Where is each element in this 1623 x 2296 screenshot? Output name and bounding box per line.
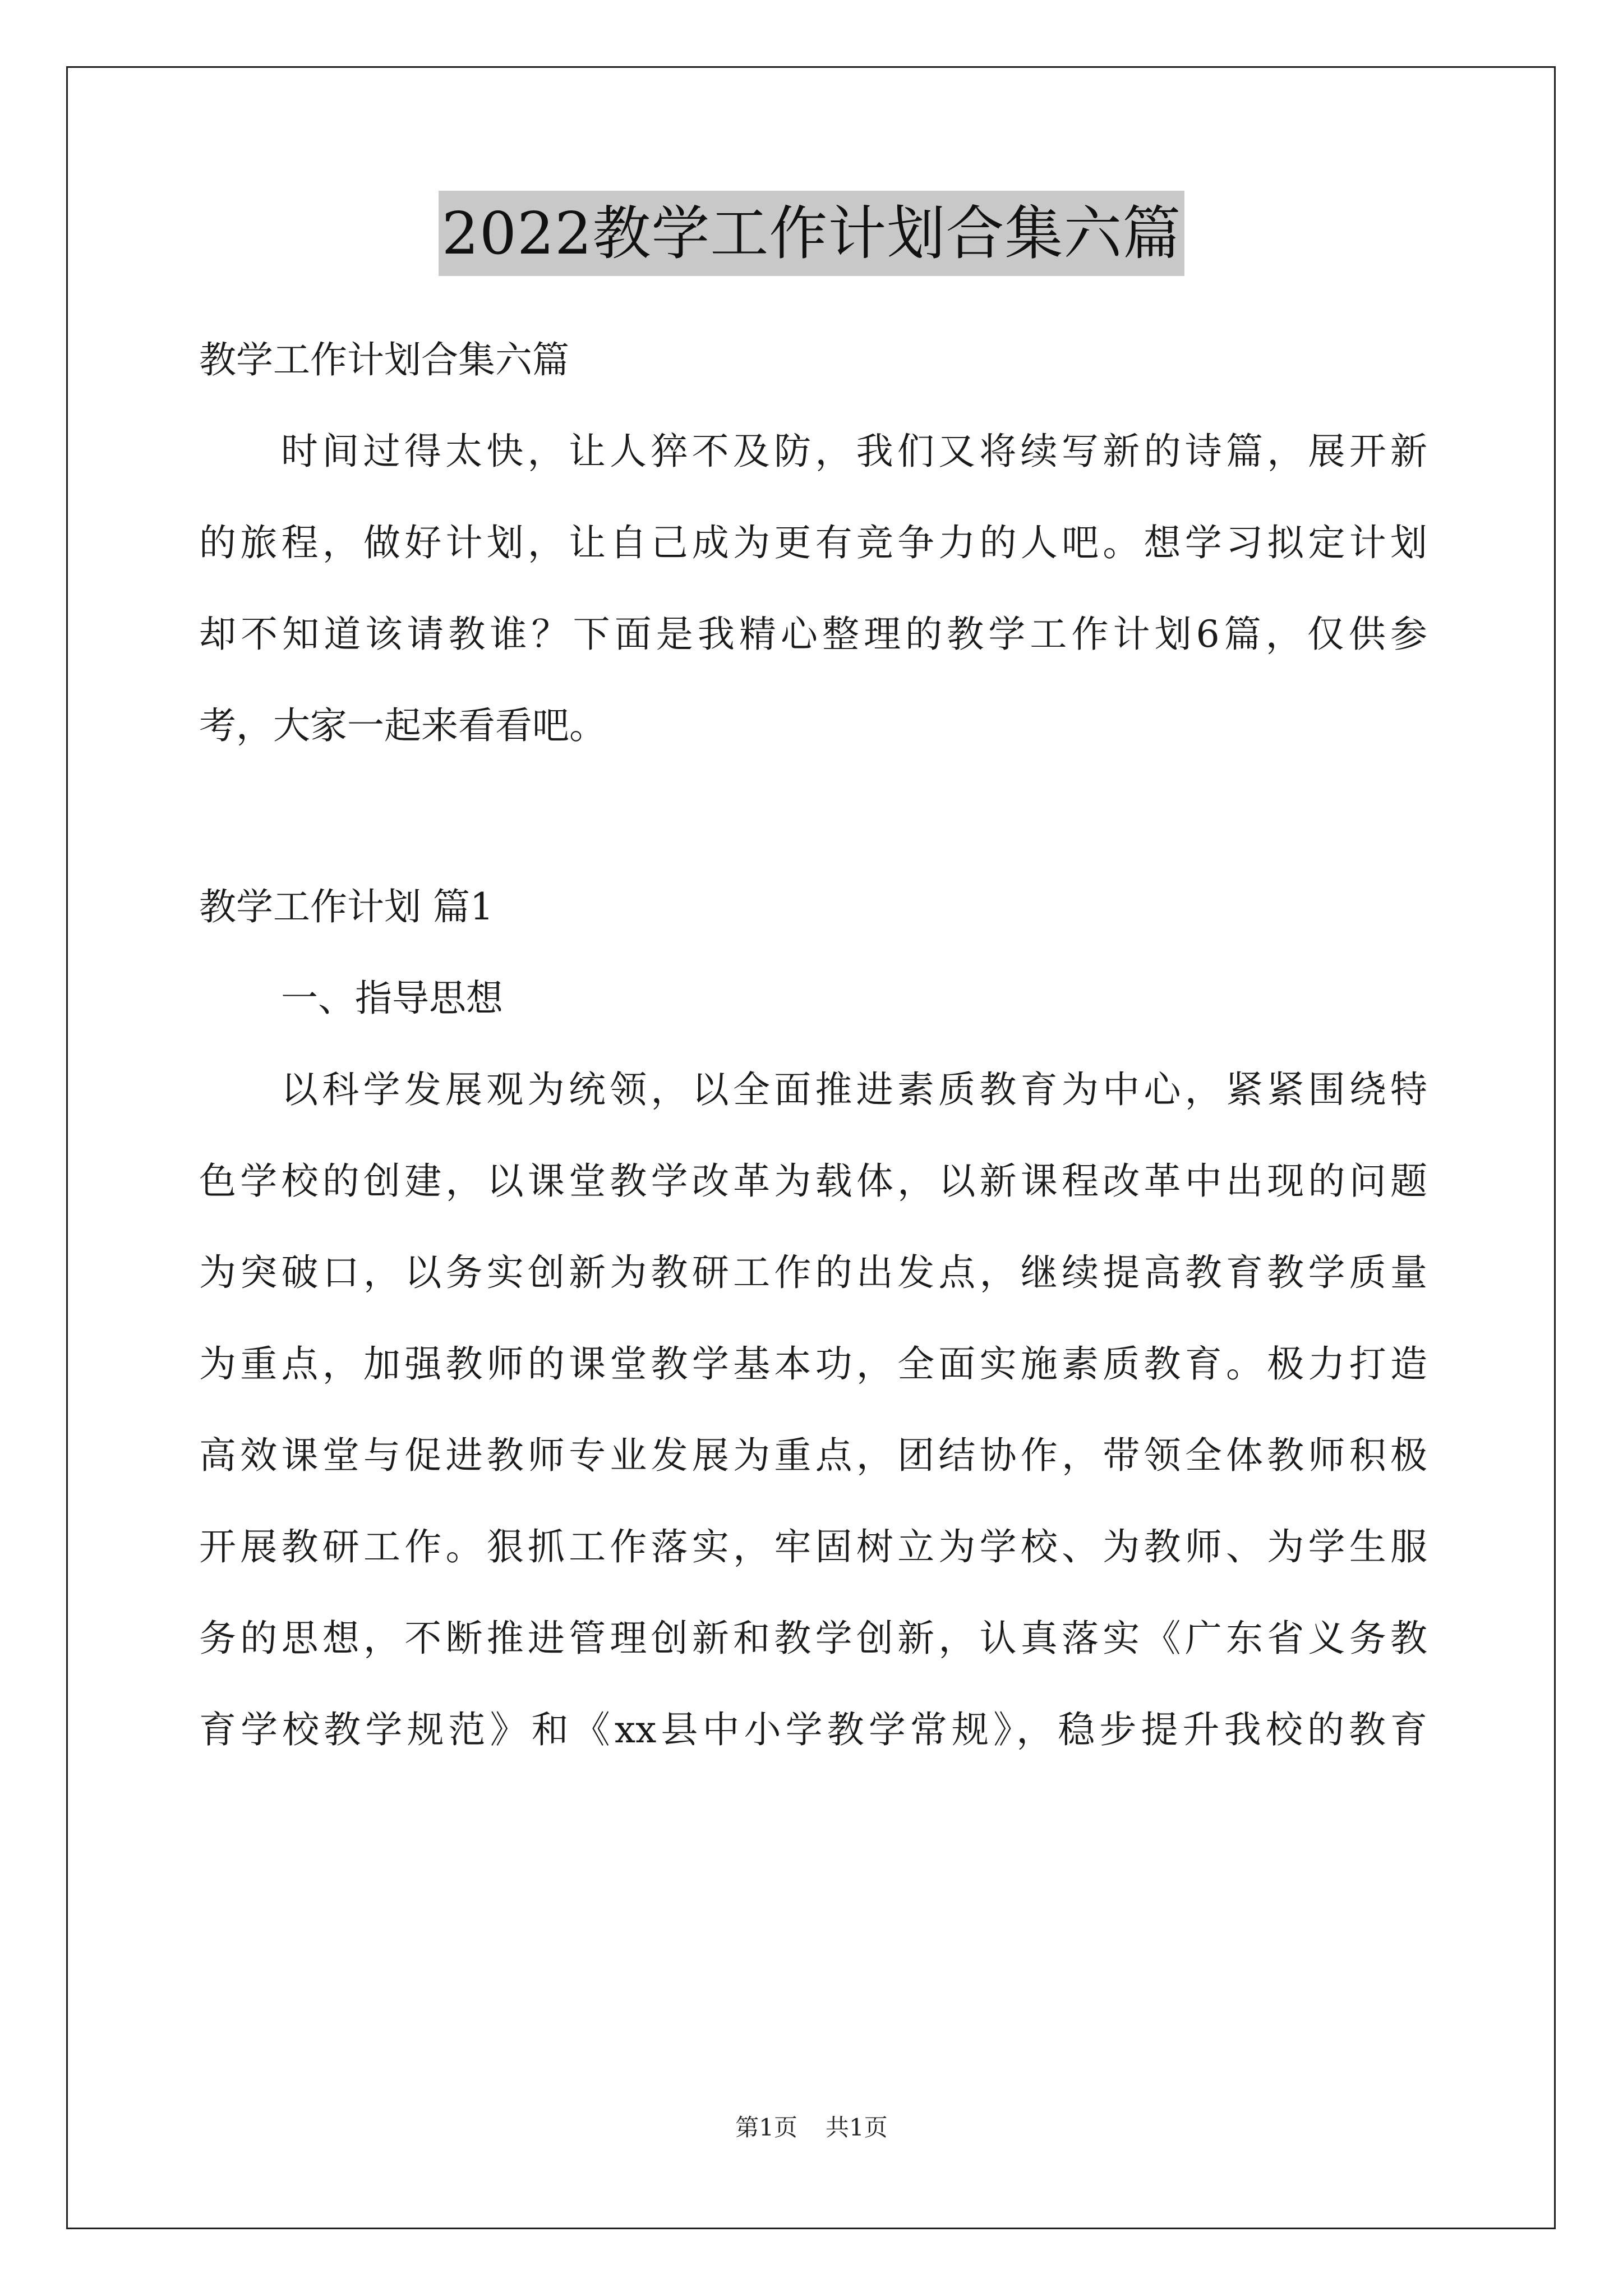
- document-subtitle: 教学工作计划合集六篇: [199, 338, 569, 381]
- intro-line: 却不知道该请教谁？下面是我精心整理的教学工作计划6篇，仅供参: [199, 613, 1427, 656]
- body-line: 为重点，加强教师的课堂教学基本功，全面实施素质教育。极力打造: [199, 1342, 1427, 1386]
- intro-line: 时间过得太快，让人猝不及防，我们又将续写新的诗篇，展开新: [281, 430, 1427, 473]
- body-line: 育学校教学规范》和《xx县中小学教学常规》，稳步提升我校的教育: [199, 1708, 1427, 1751]
- body-line: 务的思想，不断推进管理创新和教学创新，认真落实《广东省义务教: [199, 1617, 1427, 1660]
- body-line: 开展教研工作。狠抓工作落实，牢固树立为学校、为教师、为学生服: [199, 1525, 1427, 1568]
- body-line: 以科学发展观为统领，以全面推进素质教育为中心，紧紧围绕特: [281, 1068, 1427, 1111]
- section-heading: 教学工作计划 篇1: [199, 885, 494, 928]
- body-line: 高效课堂与促进教师专业发展为重点，团结协作，带领全体教师积极: [199, 1434, 1427, 1477]
- page-footer: [0, 2109, 1623, 2143]
- document-body: [199, 314, 1427, 1775]
- paragraph-gap: [199, 771, 1427, 861]
- subsection-heading: 一、指导思想: [281, 977, 503, 1020]
- document-title: 2022教学工作计划合集六篇: [439, 191, 1185, 276]
- body-line: 色学校的创建，以课堂教学改革为载体，以新课程改革中出现的问题: [199, 1159, 1427, 1203]
- page-number: 第1页: [735, 2114, 797, 2141]
- intro-line: 考，大家一起来看看吧。: [199, 704, 606, 747]
- page-total: 共1页: [826, 2114, 888, 2141]
- title-container: [0, 191, 1623, 276]
- body-line: 为突破口，以务实创新为教研工作的出发点，继续提高教育教学质量: [199, 1251, 1427, 1294]
- intro-line: 的旅程，做好计划，让自己成为更有竞争力的人吧。想学习拟定计划: [199, 521, 1427, 564]
